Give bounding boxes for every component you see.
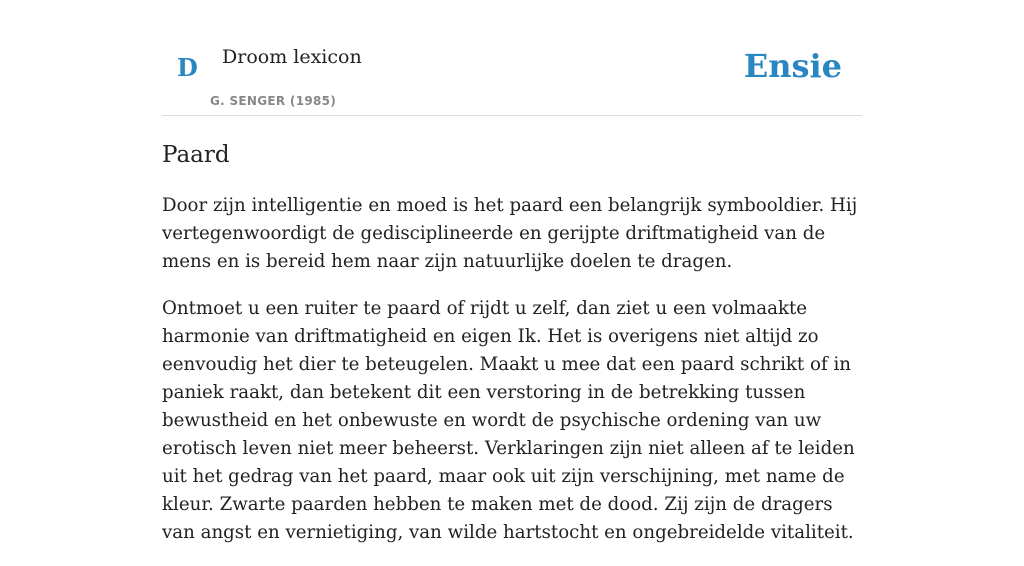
book-badge: D — [177, 53, 198, 82]
entry-content — [162, 192, 862, 547]
author-label: G. SENGER (1985) — [210, 94, 337, 108]
paragraph: Door zijn intelligentie en moed is het paard een belangrijk symbooldier. Hij vertegenwoordigt de gedisciplineerde en gerijpte driftmatigheid van de mens en is bereid hem naar zijn natuurlijke doelen te dragen. — [162, 194, 858, 272]
book-title[interactable]: Droom lexicon — [222, 46, 362, 68]
header — [162, 0, 862, 116]
paragraph: Ontmoet u een ruiter te paard of rijdt u zelf, dan ziet u een volmaakte harmonie van driftmatigheid en eigen Ik. Het is overigens niet altijd zo eenvoudig het dier te beteugelen. Maakt u mee dat een paard schrikt of in paniek raakt, dan betekent dit een verstoring in de betrekking tussen bewustheid en het onbewuste en wordt de psychische ordening van uw erotisch leven niet meer beheerst. Verklaringen zijn niet alleen af te leiden uit het gedrag van het paard, maar ook uit zijn verschijning, met name de kleur. Zwarte paarden hebben te maken met de dood. Zij zijn de dragers van angst en vernietiging, van wilde hartstocht en ongebreidelde vitaliteit. — [162, 297, 855, 543]
entry-title: Paard — [162, 142, 230, 168]
page — [162, 0, 862, 566]
brand-logo[interactable]: Ensie — [743, 47, 842, 85]
